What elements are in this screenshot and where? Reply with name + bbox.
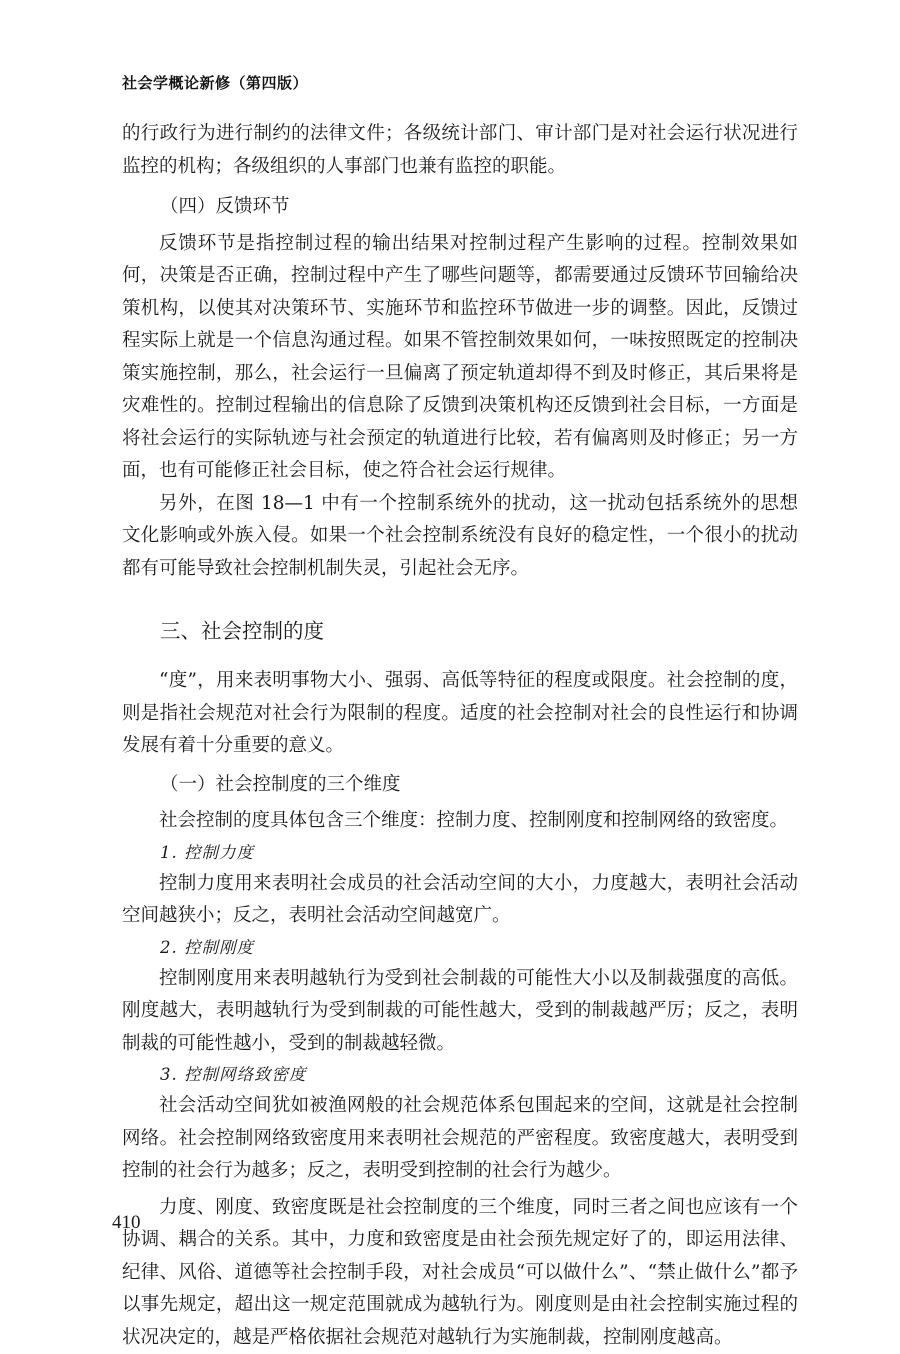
paragraph-disturbance: 另外，在图 18—1 中有一个控制系统外的扰动，这一扰动包括系统外的思想文化影响或外族入侵。如果一个社会控制系统没有良好的稳定性，一个很小的扰动都有可能导致社会控制机制失灵，引起社会无序。 (122, 488, 798, 586)
paragraph-force: 控制力度用来表明社会成员的社会活动空间的大小，力度越大，表明社会活动空间越狭小；反之，表明社会活动空间越宽广。 (122, 868, 798, 933)
paragraph-continuation: 的行政行为进行制约的法律文件；各级统计部门、审计部门是对社会运行状况进行监控的机构；各级组织的人事部门也兼有监控的职能。 (122, 118, 798, 183)
item-heading-rigidity: 2. 控制刚度 (160, 933, 798, 963)
item-heading-force: 1. 控制力度 (160, 838, 798, 868)
paragraph-feedback: 反馈环节是指控制过程的输出结果对控制过程产生影响的过程。控制效果如何，决策是否正确，控制过程中产生了哪些问题等，都需要通过反馈环节回输给决策机构，以使其对决策环节、实施环节和监控环节做进一步的调整。因此，反馈过程实际上就是一个信息沟通过程。如果不管控制效果如何，一味按照既定的控制决策实施控制，那么，社会运行一旦偏离了预定轨道却得不到及时修正，其后果将是灾难性的。控制过程输出的信息除了反馈到决策机构还反馈到社会目标，一方面是将社会运行的实际轨迹与社会预定的轨道进行比较，若有偏离则及时修正；另一方面，也有可能修正社会目标，使之符合社会运行规律。 (122, 228, 798, 488)
paragraph-dimensions-intro: 社会控制的度具体包含三个维度：控制力度、控制刚度和控制网络的致密度。 (122, 805, 798, 838)
running-header: 社会学概论新修（第四版） (122, 72, 308, 93)
paragraph-degree-definition: “度”，用来表明事物大小、强弱、高低等特征的程度或限度。社会控制的度，则是指社会规范对社会行为限制的程度。适度的社会控制对社会的良性运行和协调发展有着十分重要的意义。 (122, 665, 798, 763)
paragraph-density: 社会活动空间犹如被渔网般的社会规范体系包围起来的空间，这就是社会控制网络。社会控制网络致密度用来表明社会规范的严密程度。致密度越大，表明受到控制的社会行为越多；反之，表明受到控制的社会行为越少。 (122, 1090, 798, 1188)
subheading-feedback: （四）反馈环节 (160, 191, 798, 224)
paragraph-coordination: 力度、刚度、致密度既是社会控制度的三个维度，同时三者之间也应该有一个协调、耦合的关系。其中，力度和致密度是由社会预先规定好了的，即运用法律、纪律、风俗、道德等社会控制手段，对社会成员“可以做什么”、“禁止做什么”都予以事先规定，超出这一规定范围就成为越轨行为。刚度则是由社会控制实施过程的状况决定的，越是严格依据社会规范对越轨行为实施制裁，控制刚度越高。 (122, 1192, 798, 1354)
paragraph-rigidity: 控制刚度用来表明越轨行为受到社会制裁的可能性大小以及制裁强度的高低。刚度越大，表明越轨行为受到制裁的可能性越大，受到的制裁越严厉；反之，表明制裁的可能性越小，受到的制裁越轻微。 (122, 963, 798, 1061)
section-heading: 三、社会控制的度 (160, 615, 798, 647)
subheading-dimensions: （一）社会控制度的三个维度 (160, 769, 798, 802)
page-number: 410 (112, 1212, 141, 1234)
page-body (122, 118, 798, 1354)
item-heading-density: 3. 控制网络致密度 (160, 1060, 798, 1090)
